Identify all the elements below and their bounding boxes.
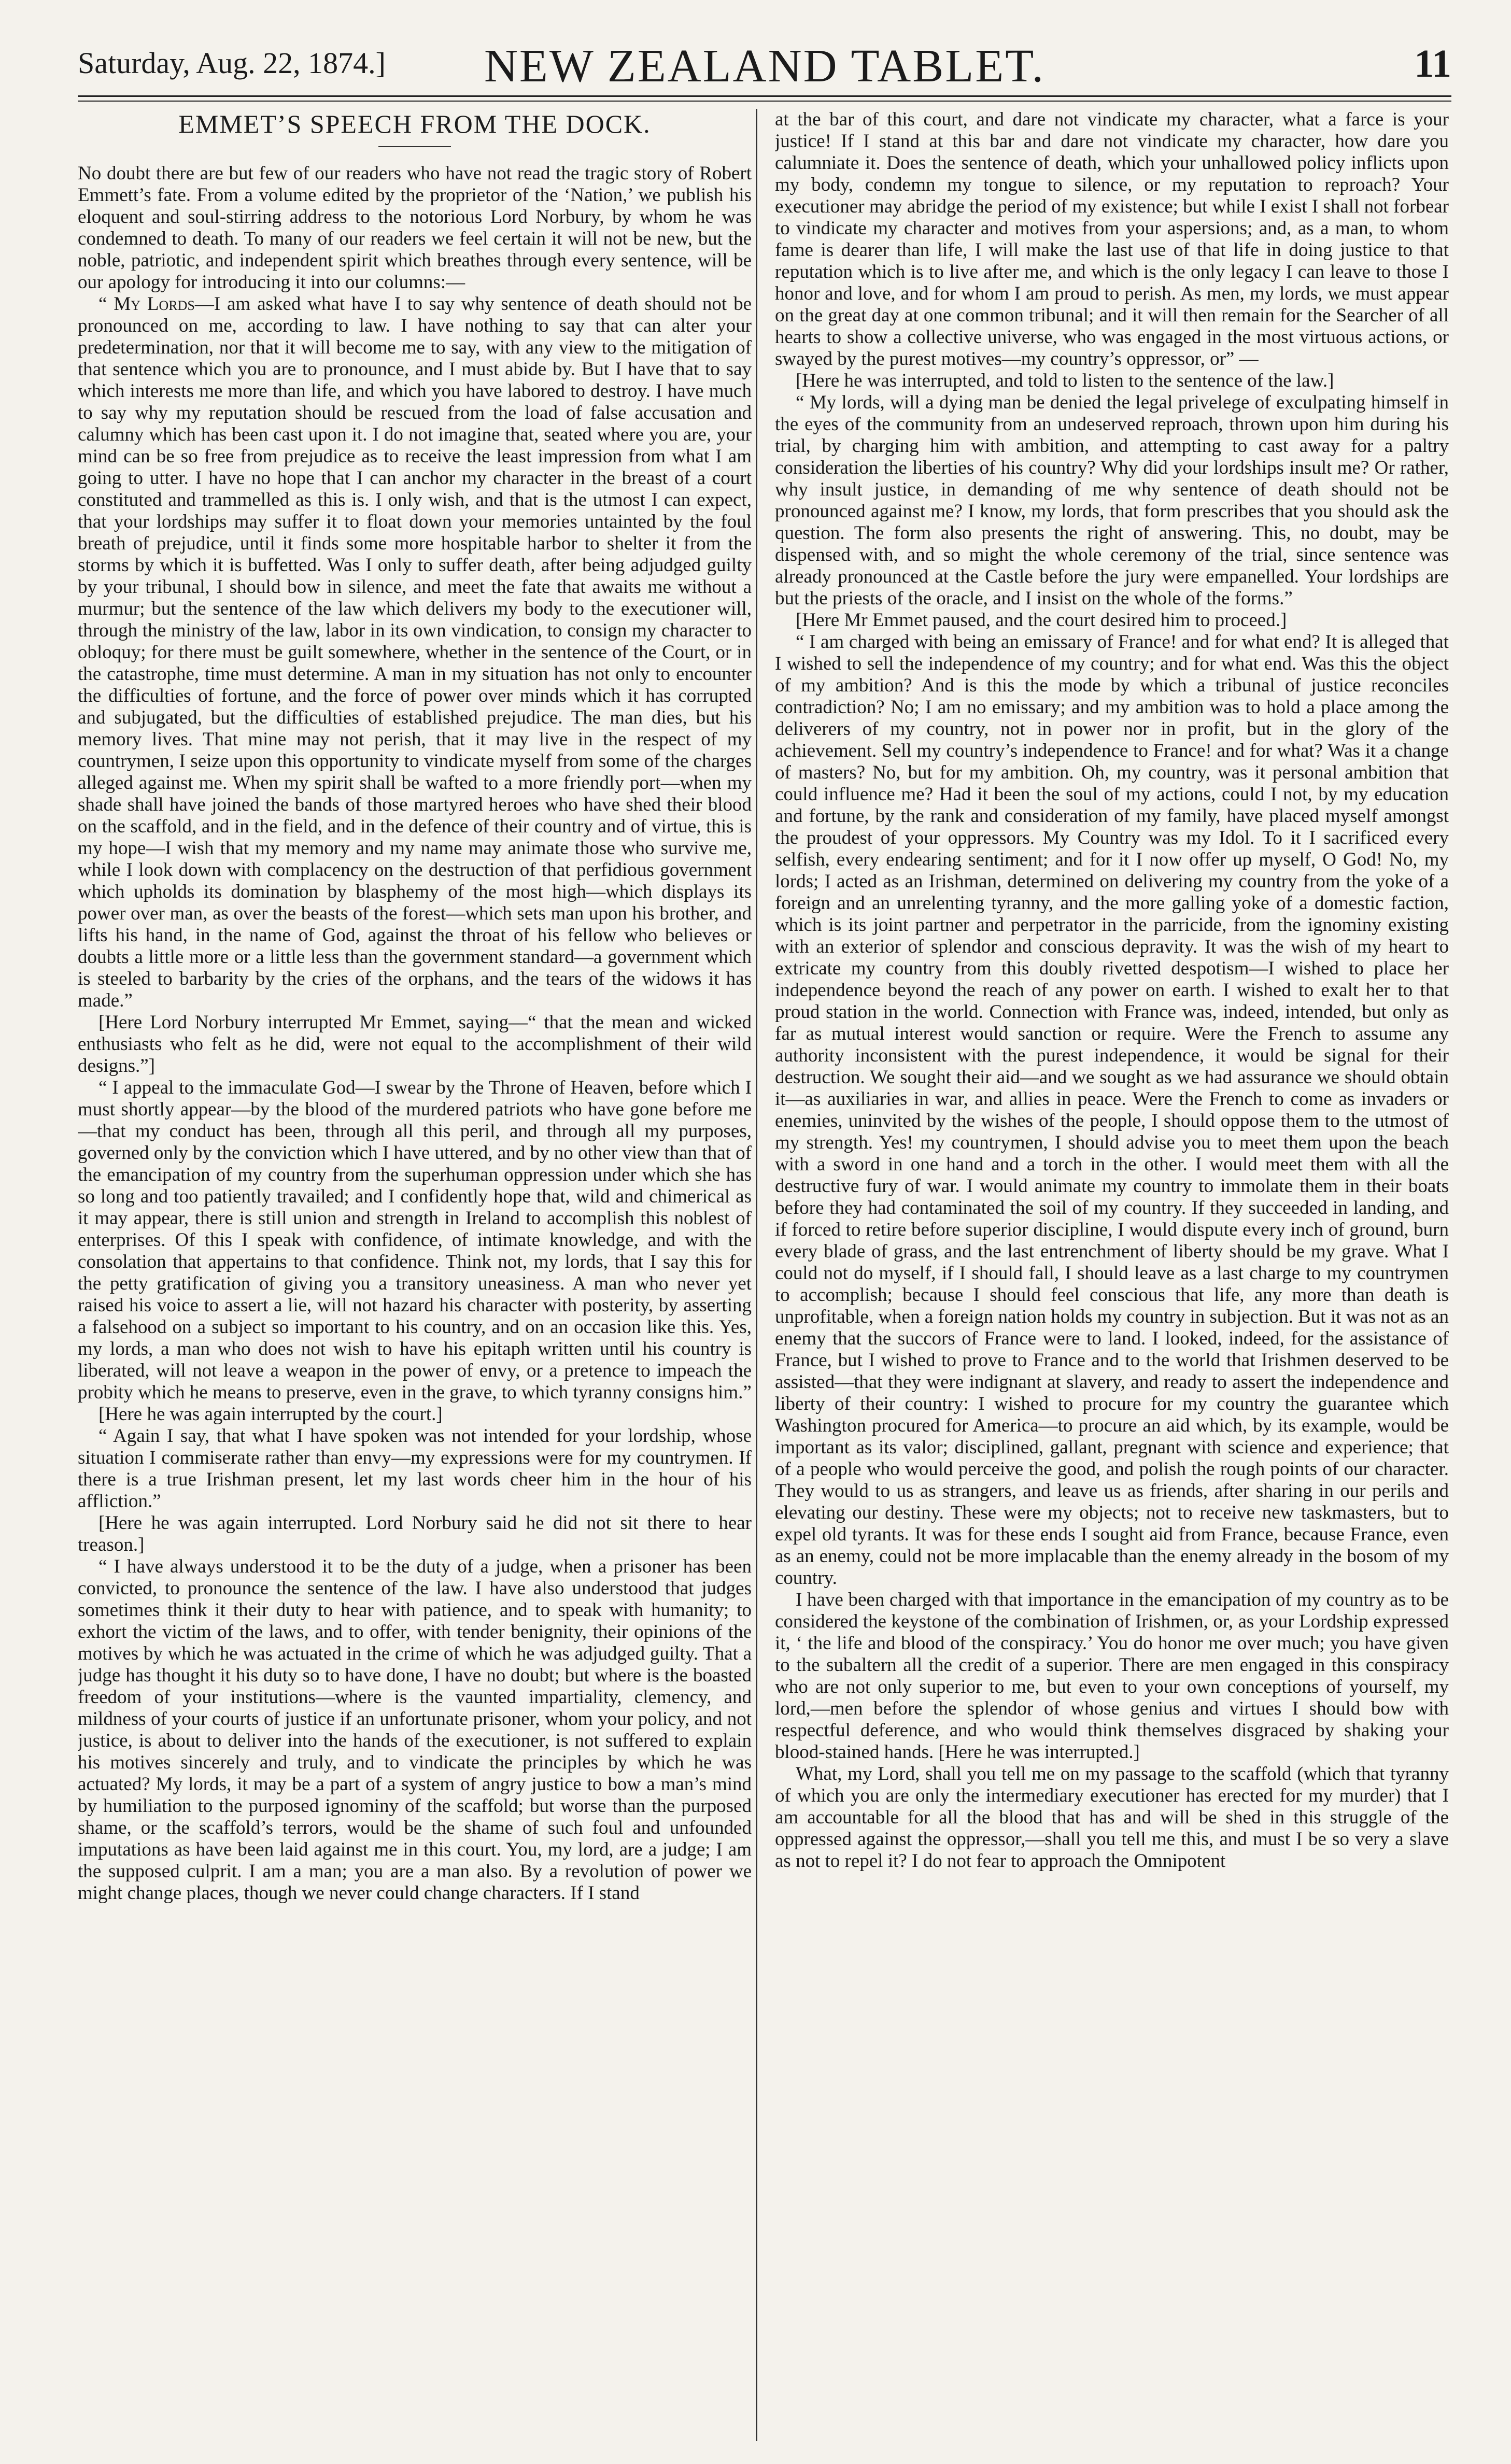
masthead (78, 30, 1451, 92)
right-column (775, 109, 1449, 2441)
issue-date: Saturday, Aug. 22, 1874.] (78, 46, 386, 80)
interruption-paragraph: [Here he was again interrupted by the court.] (98, 1404, 443, 1425)
speech-paragraph: “ My lords, will a dying man be denied the legal privelege of exculpating himself in the eyes of the community from an undeserved reproach, thrown upon him during his trial, by charging him with ambition, and attempting to cast away for a paltry consideration the liberties of his country? Why did your lordships insult me? Or rather, why insult justice, in demanding of me why sentence of death should not be pronounced against me? I know, my lords, that form prescribes that you should ask the question. The form also presents the right of answering. This, no doubt, may be dispensed with, and so might the whole ceremony of the trial, since sentence was already pronounced at the Castle before the jury were empanelled. Your lordships are but the priests of the oracle, and I insist on the whole of the forms.” (775, 392, 1449, 609)
speech-text: —I am asked what have I to say why sentence of death should not be pronounced on me, according to law. I have nothing to say that can alter your predetermination, nor that it will become me to say, with any view to the mitigation of that sentence which you are to pronounce, and I must abide by. But I have that to say which interests me more than life, and which you have labored to destroy. I have much to say why my reputation should be rescued from the load of false accusation and calumny which has been cast upon it. I do not imagine that, seated where you are, your mind can be so free from prejudice as to receive the least impression from what I am going to utter. I have no hope that I can anchor my character in the breast of a court constituted and trammelled as this is. I only wish, and that is the utmost I can expect, that your lordships may suffer it to float down your memories untainted by the foul breath of prejudice, until it finds some more hospitable harbor to shelter it from the storms by which it is buffetted. Was I only to suffer death, after being adjudged guilty by your tribunal, I should bow in silence, and meet the fate that awaits me without a murmur; but the sentence of the law which delivers my body to the executioner will, through the ministry of the law, labor in its own vindication, to consign my character to obloquy; for there must be guilt somewhere, whether in the sentence of the Court, or in the catastrophe, time must determine. A man in my situation has not only to encounter the difficulties of fortune, and the force of power over minds which it has corrupted and subjugated, but the difficulties of established prejudice. The man dies, but his memory lives. That mine may not perish, that it may live in the respect of my countrymen, I seize upon this opportunity to vindicate myself from some of the charges alleged against me. When my spirit shall be wafted to a more friendly port—when my shade shall have joined the bands of those martyred heroes who have shed their blood on the scaffold, and in the field, and in the defence of their country and of virtue, this is my hope—I wish that my memory and my name may animate those who survive me, while I look down with complacency on the destruction of that perfidious government which upholds its domination by blasphemy of the most high—which displays its power over man, as over the beasts of the forest—which sets man upon his brother, and lifts his hand, in the name of God, against the throat of his fellow who believes or doubts a little more or a little less than the government standard—a government which is steeled to barbarity by the cries of the orphans, and the tears of the widows it has made.” (78, 293, 752, 1011)
speech-paragraph: I have been charged with that importance in the emancipation of my country as to be considered the keystone of the combination of Irishmen, or, as your Lordship expressed it, ‘ the life and blood of the conspiracy.’ You do honor me over much; you have given to the subaltern all the credit of a superior. There are men engaged in this conspiracy who are not only superior to me, but even to your own conceptions of yourself, my lord,—men before the splendor of whose genius and virtues I should bow with respectful deference, and who would think themselves disgraced by shaking your blood-stained hands. [Here he was interrupted.] (775, 1589, 1449, 1763)
speech-paragraph: “ I am charged with being an emissary of France! and for what end? It is alleged that I wished to sell the independence of my country; and for what end. Was this the object of my ambition? And is this the mode by which a tribunal of justice reconciles contradiction? No; I am no emissary; and my ambition was to hold a place among the deliverers of my country, not in power nor in profit, but in the glory of the achievement. Sell my country’s independence to France! and for what? Was it a change of masters? No, but for my ambition. Oh, my country, was it personal ambition that could influence me? Had it been the soul of my actions, could I not, by my education and fortune, by the rank and consideration of my family, have placed myself amongst the proudest of your oppressors. My Country was my Idol. To it I sacrificed every selfish, every endearing sentiment; and for it I now offer up myself, O God! No, my lords; I acted as an Irishman, determined on delivering my country from the yoke of a foreign and an unrelenting tyranny, and the more galling yoke of a domestic faction, which is its joint partner and perpetrator in the parricide, from the ignominy existing with an exterior of splendor and conscious depravity. It was the wish of my heart to extricate my country from this doubly rivetted despotism—I wished to place her independence beyond the reach of any power on earth. I wished to exalt her to that proud station in the world. Connection with France was, indeed, intended, but only as far as mutual interest would sanction or require. Were the French to assume any authority inconsistent with the purest independence, it would be signal for their destruction. We sought their aid—and we sought as we had assurance we should obtain it—as auxiliaries in war, and allies in peace. Were the French to come as invaders or enemies, uninvited by the wishes of the people, I should oppose them to the utmost of my strength. Yes! my countrymen, I should advise you to meet them upon the beach with a sword in one hand and a torch in the other. I would meet them with all the destructive fury of war. I would animate my country to immolate them in their boats before they had contaminated the soil of my country. If they succeeded in landing, and if forced to retire before superior discipline, I would dispute every inch of ground, burn every blade of grass, and the last entrenchment of liberty should be my grave. What I could not do myself, if I should fall, I should leave as a last charge to my countrymen to accomplish; because I should feel conscious that life, any more than death is unprofitable, when a foreign nation holds my country in subjection. But it was not as an enemy that the succors of France were to land. I looked, indeed, for the assistance of France, but I wished to prove to France and to the world that Irishmen deserved to be assisted—that they were indignant at slavery, and ready to assert the independence and liberty of their country: I wished to procure for my country the guarantee which Washington procured for America—to procure an aid which, by its example, would be important as its valor; disciplined, gallant, pregnant with science and experience; that of a people who would perceive the good, and polish the rough points of our character. They would to us as strangers, and leave us as friends, after sharing in our perils and elevating our destiny. These were my objects; not to receive new taskmasters, but to expel old tyrants. It was for these ends I sought aid from France, because France, even as an enemy, could not be more implacable than the enemy already in the bosom of my country. (775, 631, 1449, 1589)
interruption-paragraph: [Here Mr Emmet paused, and the court desired him to proceed.] (796, 610, 1287, 631)
newspaper-title: NEW ZEALAND TABLET. (484, 40, 1046, 92)
speech-paragraph: at the bar of this court, and dare not vindicate my character, what a farce is your justice! If I stand at this bar and dare not vindicate my character, how dare you calumniate it. Does the sentence of death, which your unhallowed policy inflicts upon my body, condemn my tongue to silence, or my reputation to reproach? Your executioner may abridge the period of my existence; but while I exist I shall not forbear to vindicate my character and motives from your aspersions; and, as a man, to whom fame is dearer than life, I will make the last use of that life in doing justice to that reputation which is to live after me, and which is the only legacy I can leave to those I honor and love, and for whom I am proud to perish. As men, my lords, we must appear on the great day at one common tribunal; and it will then remain for the Searcher of all hearts to show a collective universe, who was engaged in the most virtuous actions, or swayed by the purest motives—my country’s oppressor, or” — (775, 109, 1449, 370)
interruption-paragraph: [Here he was interrupted, and told to listen to the sentence of the law.] (796, 370, 1334, 391)
masthead-rule-thin (78, 101, 1451, 102)
intro-paragraph: No doubt there are but few of our readers who have not read the tragic story of Robert Emmett’s fate. From a volume edited by the proprietor of the ‘Nation,’ we publish his eloquent and soul-stirring address to the notorious Lord Norbury, by whom he was condemned to death. To many of our readers we feel certain it will not be new, but the noble, patriotic, and independent spirit which breathes through every sentence, will be our apology for introducing it into our columns:— (78, 163, 752, 293)
column-divider (756, 109, 757, 2441)
speech-paragraph: “ My Lords—I am asked what have I to say why sentence of death should not be pronounced on me, according to law. I have nothing to say that can alter your predetermination, nor that it will become me to say, with any view to the mitigation of that sentence which you are to pronounce, and I must abide by. But I have that to say which interests me more than life, and which you have labored to destroy. I have much to say why my reputation should be rescued from the load of false accusation and calumny which has been cast upon it. I do not imagine that, seated where you are, your mind can be so free from prejudice as to receive the least impression from what I am going to utter. I have no hope that I can anchor my character in the breast of a court constituted and trammelled as this is. I only wish, and that is the utmost I can expect, that your lordships may suffer it to float down your memories untainted by the foul breath of prejudice, until it finds some more hospitable harbor to shelter it from the storms by which it is buffetted. Was I only to suffer death, after being adjudged guilty by your tribunal, I should bow in silence, and meet the fate that awaits me without a murmur; but the sentence of the law which delivers my body to the executioner will, through the ministry of the law, labor in its own vindication, to consign my character to obloquy; for there must be guilt somewhere, whether in the sentence of the Court, or in the catastrophe, time must determine. A man in my situation has not only to encounter the difficulties of fortune, and the force of power over minds which it has corrupted and subjugated, but the difficulties of established prejudice. The man dies, but his memory lives. That mine may not perish, that it may live in the respect of my countrymen, I seize upon this opportunity to vindicate myself from some of the charges alleged against me. When my spirit shall be wafted to a more friendly port—when my shade shall have joined the bands of those martyred heroes who have shed their blood on the scaffold, and in the field, and in the defence of their country and of virtue, this is my hope—I wish that my memory and my name may animate those who survive me, while I look down with complacency on the destruction of that perfidious government which upholds its domination by blasphemy of the most high—which displays its power over man, as over the beasts of the forest—which sets man upon his brother, and lifts his hand, in the name of God, against the throat of his fellow who believes or doubts a little more or a little less than the government standard—a government which is steeled to barbarity by the cries of the orphans, and the tears of the widows it has made.” (78, 293, 752, 1011)
speech-paragraph: “ Again I say, that what I have spoken was not intended for your lordship, whose situation I commiserate rather than envy—my expressions were for my countrymen. If there is a true Irishman present, let my last words cheer him in the hour of his affliction.” (78, 1425, 752, 1512)
title-divider (378, 146, 451, 147)
page-number: 11 (1414, 42, 1451, 86)
masthead-rule (78, 95, 1451, 97)
left-column (78, 109, 752, 2441)
interruption-paragraph: [Here he was again interrupted. Lord Norbury said he did not sit there to hear treason.] (78, 1512, 752, 1555)
speech-paragraph: What, my Lord, shall you tell me on my passage to the scaffold (which that tyranny of which you are only the intermediary executioner has erected for my murder) that I am accountable for all the blood that has and will be shed in this struggle of the oppressed against the oppressor,—shall you tell me this, and must I be so very a slave as not to repel it? I do not fear to approach the Omnipotent (775, 1763, 1449, 1872)
speech-salutation: My Lords (114, 293, 195, 315)
speech-paragraph: “ I have always understood it to be the duty of a judge, when a prisoner has been convicted, to pronounce the sentence of the law. I have also understood that judges sometimes think it their duty to hear with patience, and to speak with humanity; to exhort the victim of the laws, and to offer, with tender benignity, their opinions of the motives by which he was actuated in the crime of which he was adjudged guilty. That a judge has thought it his duty so to have done, I have no doubt; but where is the boasted freedom of your institutions—where is the vaunted impartiality, clemency, and mildness of your courts of justice if an unfortunate prisoner, whom your policy, and not justice, is about to deliver into the hands of the executioner, is not suffered to explain his motives sincerely and truly, and to vindicate the principles by which he was actuated? My lords, it may be a part of a system of angry justice to bow a man’s mind by humiliation to the purposed ignominy of the scaffold; but worse than the purposed shame, or the scaffold’s terrors, would be the shame of such foul and unfounded imputations as have been laid against me in this court. You, my lord, are a judge; I am the supposed culprit. I am a man; you are a man also. By a revolution of power we might change places, though we never could change characters. If I stand (78, 1556, 752, 1904)
article-title: EMMET’S SPEECH FROM THE DOCK. (178, 109, 651, 138)
speech-paragraph: “ I appeal to the immaculate God—I swear by the Throne of Heaven, before which I must shortly appear—by the blood of the murdered patriots who have gone before me—that my conduct has been, through all this peril, and through all my purposes, governed only by the conviction which I have uttered, and by no other view than that of the emancipation of my country from the superhuman oppression under which she has so long and too patiently travailed; and I confidently hope that, wild and chimerical as it may appear, there is still union and strength in Ireland to accomplish this noblest of enterprises. Of this I speak with confidence, of intimate knowledge, and with the consolation that appertains to that confidence. Think not, my lords, that I say this for the petty gratification of giving you a transitory uneasiness. A man who never yet raised his voice to assert a lie, will not hazard his character with posterity, by asserting a falsehood on a subject so important to his country, and on an occasion like this. Yes, my lords, a man who does not wish to have his epitaph written until his country is liberated, will not leave a weapon in the power of envy, or a pretence to impeach the probity which he means to preserve, even in the grave, to which tyranny consigns him.” (78, 1077, 752, 1403)
interruption-paragraph: [Here Lord Norbury interrupted Mr Emmet, saying—“ that the mean and wicked enthusiasts who felt as he did, were not equal to the accomplishment of their wild designs.”] (78, 1012, 752, 1077)
